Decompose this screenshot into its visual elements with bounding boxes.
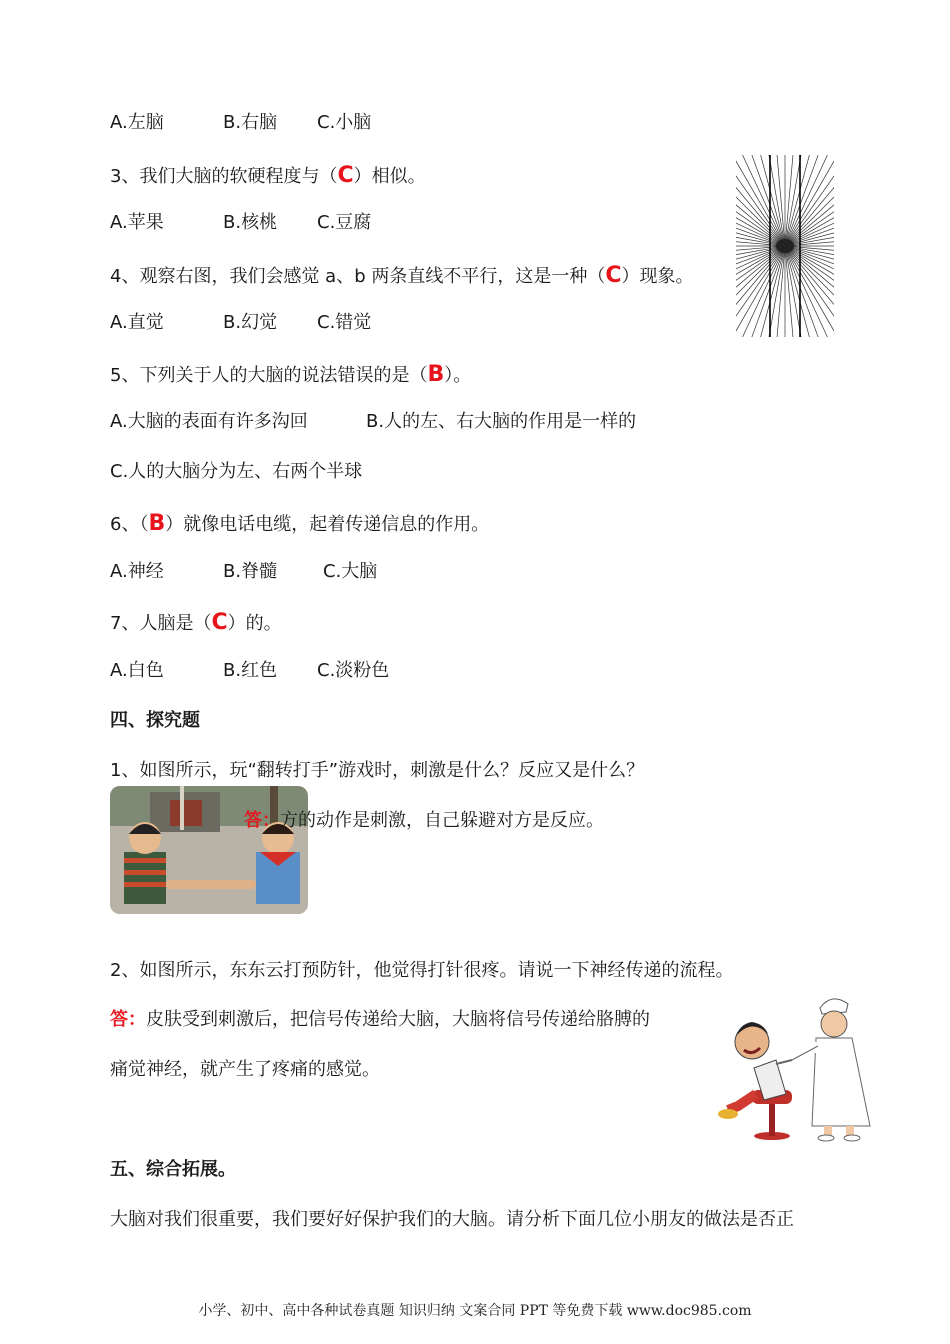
q6-question bbox=[110, 513, 489, 535]
q7-option-c: C.淡粉色 bbox=[317, 660, 390, 681]
q6-text-pre: 6、（ bbox=[110, 514, 149, 535]
section5-title: 五、综合拓展。 bbox=[110, 1159, 236, 1180]
q4-question bbox=[110, 265, 694, 287]
illusion-figure bbox=[736, 155, 834, 337]
inquiry1-answer-label: 答： bbox=[244, 810, 280, 831]
inquiry2-answer-label: 答： bbox=[110, 1009, 146, 1030]
q5-text-post: ）。 bbox=[444, 365, 472, 386]
children-game-photo bbox=[110, 786, 308, 914]
q2-option-c: C.小脑 bbox=[317, 112, 372, 133]
q7-option-a: A.白色 bbox=[110, 660, 164, 681]
q7-answer: C bbox=[211, 610, 228, 635]
q3-option-c: C.豆腐 bbox=[317, 212, 372, 233]
q5-question bbox=[110, 364, 471, 386]
q4-text-pre: 4、观察右图，我们会感觉 a、b 两条直线不平行，这是一种（ bbox=[110, 266, 606, 287]
q2-option-b: B.右脑 bbox=[223, 112, 278, 133]
q4-text-post: ）现象。 bbox=[621, 266, 694, 287]
inquiry2-answer-line1 bbox=[110, 1011, 650, 1029]
q5-option-b: B.人的左、右大脑的作用是一样的 bbox=[366, 411, 637, 432]
inquiry1-question: 1、如图所示，玩“翻转打手”游戏时，刺激是什么？反应又是什么？ bbox=[110, 760, 645, 781]
page-footer: 小学、初中、高中各种试卷真题 知识归纳 文案合同 PPT 等免费下载 www.doc985.com bbox=[198, 1303, 752, 1319]
q3-answer: C bbox=[337, 163, 354, 188]
section4-title: 四、探究题 bbox=[110, 710, 200, 731]
q5-option-c: C.人的大脑分为左、右两个半球 bbox=[110, 461, 363, 482]
q7-text-post: ）的。 bbox=[227, 613, 282, 634]
q3-option-a: A.苹果 bbox=[110, 212, 164, 233]
section5-text: 大脑对我们很重要，我们要好好保护我们的大脑。请分析下面几位小朋友的做法是否正 bbox=[110, 1209, 794, 1230]
q5-answer: B bbox=[427, 362, 445, 387]
illusion-center bbox=[776, 239, 794, 253]
q7-text-pre: 7、人脑是（ bbox=[110, 613, 212, 634]
inquiry1-answer bbox=[244, 812, 604, 830]
q6-option-b: B.脊髓 bbox=[223, 561, 278, 582]
q6-text-post: ）就像电话电缆，起着传递信息的作用。 bbox=[165, 514, 490, 535]
q4-answer: C bbox=[605, 263, 622, 288]
q4-option-a: A.直觉 bbox=[110, 312, 164, 333]
q2-option-a: A.左脑 bbox=[110, 112, 164, 133]
q3-text-post: ）相似。 bbox=[353, 166, 426, 187]
q6-option-c: C.大脑 bbox=[323, 561, 378, 582]
q3-question bbox=[110, 165, 426, 187]
inquiry2-answer-text1: 皮肤受到刺激后，把信号传递给大脑，大脑将信号传递给胳膊的 bbox=[146, 1009, 650, 1030]
q3-text-pre: 3、我们大脑的软硬程度与（ bbox=[110, 166, 338, 187]
inquiry1-answer-text: 方的动作是刺激，自己躲避对方是反应。 bbox=[280, 810, 604, 831]
q6-answer: B bbox=[148, 511, 166, 536]
q5-text-pre: 5、下列关于人的大脑的说法错误的是（ bbox=[110, 365, 428, 386]
inquiry2-answer-line2: 痛觉神经，就产生了疼痛的感觉。 bbox=[110, 1059, 380, 1080]
q5-option-a: A.大脑的表面有许多沟回 bbox=[110, 411, 308, 432]
q6-option-a: A.神经 bbox=[110, 561, 164, 582]
q7-question bbox=[110, 612, 282, 634]
q4-option-b: B.幻觉 bbox=[223, 312, 278, 333]
inquiry2-question: 2、如图所示，东东云打预防针，他觉得打针很疼。请说一下神经传递的流程。 bbox=[110, 960, 734, 981]
q4-option-c: C.错觉 bbox=[317, 312, 372, 333]
q7-option-b: B.红色 bbox=[223, 660, 278, 681]
q3-option-b: B.核桃 bbox=[223, 212, 278, 233]
nurse-injection-cartoon bbox=[712, 990, 882, 1142]
